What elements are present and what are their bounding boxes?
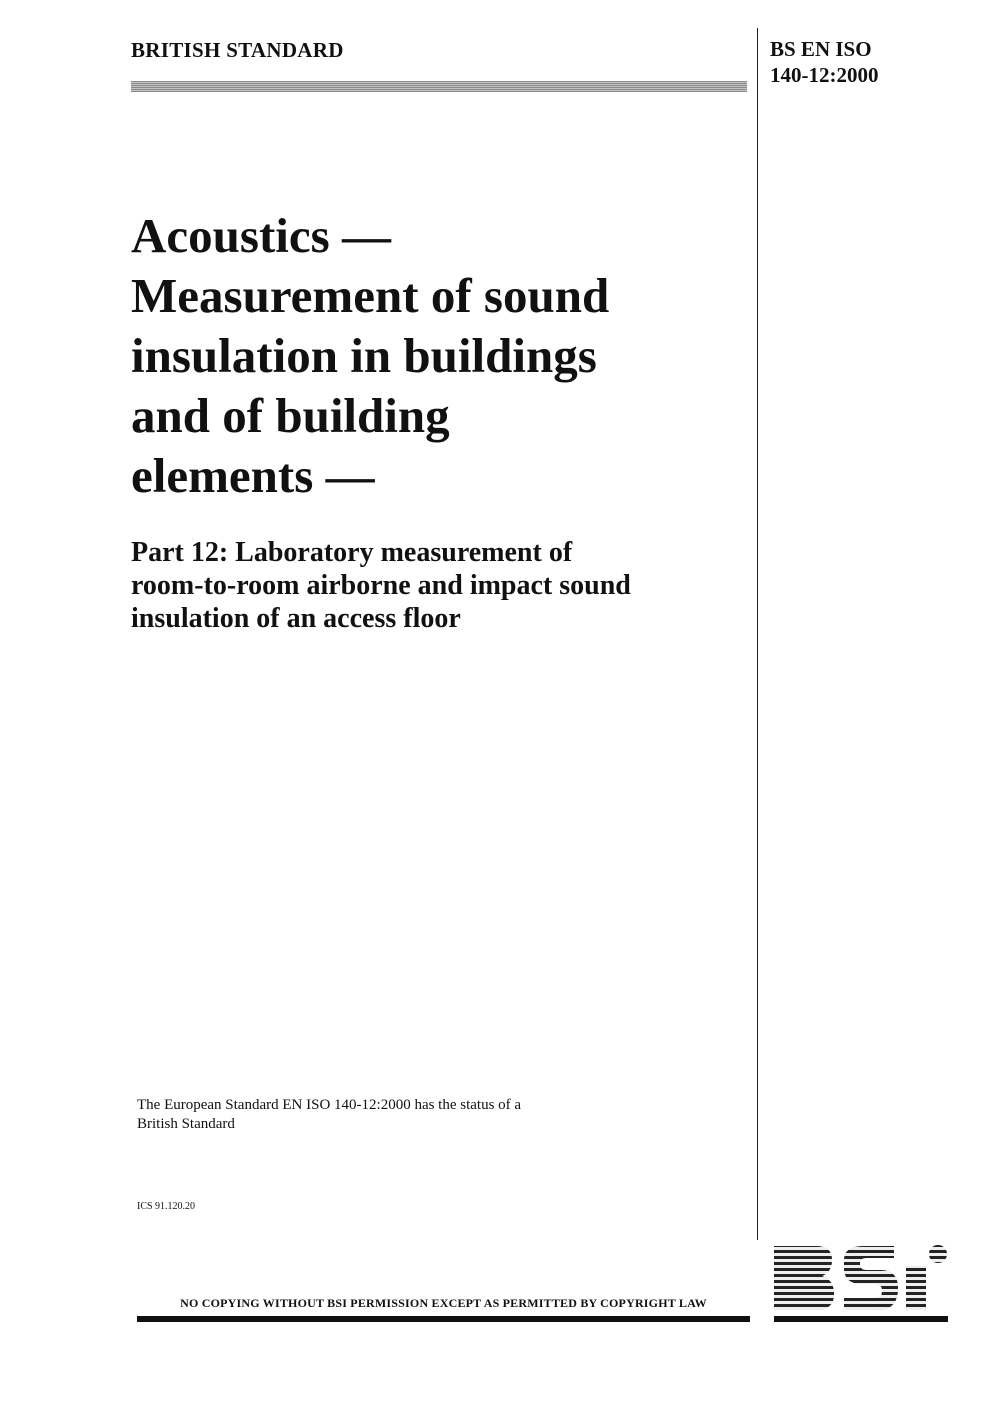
standard-number-line-1: BS EN ISO <box>770 37 872 61</box>
header-rule <box>131 81 747 92</box>
document-title <box>131 206 741 506</box>
status-note-line: British Standard <box>137 1116 235 1132</box>
document-type-label: BRITISH STANDARD <box>131 38 344 62</box>
standard-number <box>770 36 980 88</box>
ics-code: ICS 91.120.20 <box>137 1201 196 1212</box>
vertical-divider <box>757 28 758 1240</box>
title-line: insulation in buildings <box>131 328 597 383</box>
title-line: Measurement of sound <box>131 268 610 323</box>
subtitle-line: insulation of an access floor <box>131 603 461 634</box>
status-note-line: The European Standard EN ISO 140-12:2000 has the status of a <box>137 1097 522 1113</box>
footer-rule <box>137 1316 750 1322</box>
subtitle-line: Part 12: Laboratory measurement of <box>131 537 573 568</box>
logo-underline-rule <box>774 1316 948 1322</box>
status-note <box>137 1096 617 1134</box>
title-line: elements — <box>131 448 375 503</box>
title-line: and of building <box>131 388 450 443</box>
document-subtitle <box>131 536 741 635</box>
bsi-logo-icon <box>774 1244 948 1312</box>
title-line: Acoustics — <box>131 208 391 263</box>
copyright-notice: NO COPYING WITHOUT BSI PERMISSION EXCEPT AS PERMITTED BY COPYRIGHT LAW <box>180 1296 707 1310</box>
subtitle-line: room-to-room airborne and impact sound <box>131 570 631 601</box>
standard-number-line-2: 140-12:2000 <box>770 63 879 87</box>
